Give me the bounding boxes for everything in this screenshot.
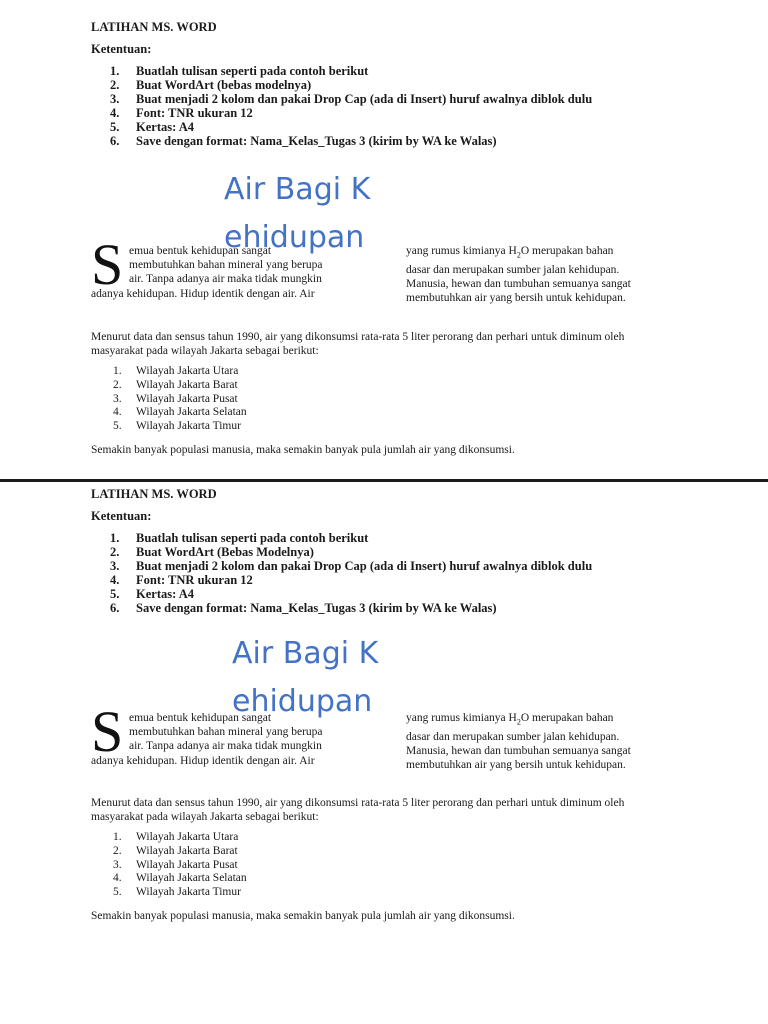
text-line: adanya kehidupan. Hidup identik dengan air. Air: [91, 287, 315, 300]
list-item: 1. Wilayah Jakarta Utara: [113, 365, 239, 377]
closing-paragraph: Semakin banyak populasi manusia, maka semakin banyak pula jumlah air yang dikonsumsi.: [91, 444, 515, 456]
closing-paragraph: Semakin banyak populasi manusia, maka semakin banyak pula jumlah air yang dikonsumsi.: [91, 910, 515, 922]
rule-item: 6. Save dengan format: Nama_Kelas_Tugas 3 (kirim by WA ke Walas): [110, 134, 497, 148]
list-item: 4. Wilayah Jakarta Selatan: [113, 406, 247, 419]
rule-item: 3. Buat menjadi 2 kolom dan pakai Drop Cap (ada di Insert) huruf awalnya diblok dulu: [110, 559, 593, 573]
document-page-1: [0, 0, 768, 478]
text-line: air. Tanpa adanya air maka tidak mungkin: [129, 740, 322, 753]
right-column: [406, 711, 686, 772]
doc-title: LATIHAN MS. WORD: [91, 20, 217, 34]
body-paragraph: Menurut data dan sensus tahun 1990, air yang dikonsumsi rata-rata 5 liter perorang dan perhari untuk diminum oleh masyarakat pada wilayah Jakarta sebagai berikut:: [91, 797, 625, 823]
rule-item: 3. Buat menjadi 2 kolom dan pakai Drop Cap (ada di Insert) huruf awalnya diblok dulu: [110, 92, 593, 106]
rule-item: 5. Kertas: A4: [110, 120, 194, 134]
list-item: 5. Wilayah Jakarta Timur: [113, 420, 241, 433]
text-line: Manusia, hewan dan tumbuhan semuanya sangat: [406, 744, 631, 757]
document-page-2: [0, 483, 768, 1024]
text-line: membutuhkan air yang bersih untuk kehidupan.: [406, 758, 626, 771]
list-item: 3. Wilayah Jakarta Pusat: [113, 392, 238, 405]
list-item: 5. Wilayah Jakarta Timur: [113, 886, 241, 899]
text-line: dasar dan merupakan sumber jalan kehidupan.: [406, 263, 620, 276]
text-line-formula: yang rumus kimianya $H_2O$ merupakan bahan: [406, 245, 614, 260]
rules-label: Ketentuan:: [91, 509, 152, 523]
wordart-title: Air Bagi Kehidupan: [224, 172, 371, 255]
rule-item: 2. Buat WordArt (bebas modelnya): [110, 78, 312, 92]
text-line: membutuhkan bahan mineral yang berupa: [129, 726, 323, 739]
regions-list: [113, 831, 247, 900]
text-line: dasar dan merupakan sumber jalan kehidupan.: [406, 730, 620, 743]
list-item: 4. Wilayah Jakarta Selatan: [113, 872, 247, 885]
rules-list: [110, 531, 592, 615]
text-line: membutuhkan air yang bersih untuk kehidupan.: [406, 291, 626, 304]
rule-item: 1. Buatlah tulisan seperti pada contoh berikut: [110, 531, 369, 545]
list-item: 3. Wilayah Jakarta Pusat: [113, 858, 238, 871]
wordart-title: Air Bagi Kehidupan: [232, 636, 379, 719]
right-column: [406, 244, 686, 305]
text-line: adanya kehidupan. Hidup identik dengan air. Air: [91, 754, 315, 767]
text-line-formula: yang rumus kimianya $H_2O$ merupakan bahan: [406, 712, 614, 727]
text-line: air. Tanpa adanya air maka tidak mungkin: [129, 273, 322, 286]
rule-item: 4. Font: TNR ukuran 12: [110, 573, 253, 587]
regions-list: [113, 365, 247, 434]
rule-item: 4. Font: TNR ukuran 12: [110, 106, 253, 120]
rule-item: 5. Kertas: A4: [110, 587, 194, 601]
rules-label: Ketentuan:: [91, 42, 152, 56]
list-item: 2. Wilayah Jakarta Barat: [113, 844, 238, 857]
doc-title: LATIHAN MS. WORD: [91, 487, 217, 501]
text-line: emua bentuk kehidupan sangat: [129, 245, 272, 257]
page-divider: [0, 479, 768, 482]
text-line: Manusia, hewan dan tumbuhan semuanya sangat: [406, 277, 631, 290]
list-item: 1. Wilayah Jakarta Utara: [113, 831, 239, 843]
drop-cap: S: [91, 232, 124, 297]
body-paragraph: Menurut data dan sensus tahun 1990, air yang dikonsumsi rata-rata 5 liter perorang dan perhari untuk diminum oleh masyarakat pada wilayah Jakarta sebagai berikut:: [91, 331, 625, 357]
rule-item: 6. Save dengan format: Nama_Kelas_Tugas 3 (kirim by WA ke Walas): [110, 601, 497, 615]
drop-cap: S: [91, 699, 124, 764]
rule-item: 2. Buat WordArt (Bebas Modelnya): [110, 545, 314, 559]
text-line: membutuhkan bahan mineral yang berupa: [129, 259, 323, 272]
rules-list: [110, 64, 592, 148]
text-line: emua bentuk kehidupan sangat: [129, 712, 272, 724]
list-item: 2. Wilayah Jakarta Barat: [113, 378, 238, 391]
rule-item: 1. Buatlah tulisan seperti pada contoh berikut: [110, 64, 369, 78]
